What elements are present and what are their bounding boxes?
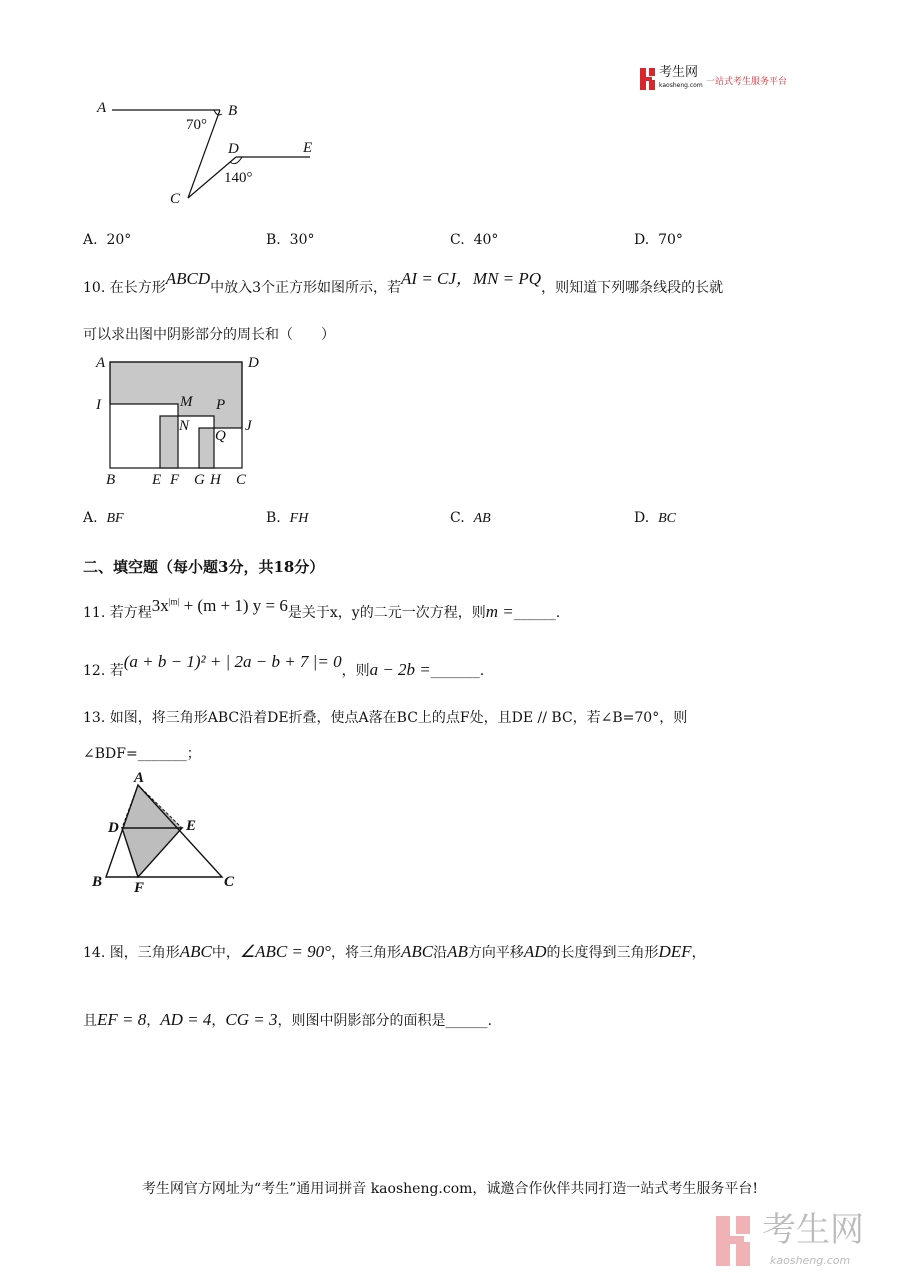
q10-figure: [90, 350, 270, 490]
figure-label: F: [170, 472, 180, 488]
q13-text-line2: ∠BDF=_______；: [83, 746, 201, 762]
figure-label: Q: [215, 428, 226, 444]
footer-text: 考生网官方网址为“考生”通用词拼音 kaosheng.com，诚邀合作伙伴共同打造一站式考生服务平台!: [141, 1181, 759, 1197]
figure-label: F: [134, 880, 145, 896]
figure-label: E: [152, 472, 162, 488]
watermark-logo: [716, 1216, 756, 1270]
logo-sub: kaosheng.com: [659, 82, 703, 89]
figure-label: P: [216, 397, 226, 413]
q10-text-line2: 可以求出图中阴影部分的周长和（ ）: [83, 327, 335, 343]
figure-label: M: [180, 394, 193, 410]
watermark-icon: [716, 1216, 756, 1266]
figure-label: H: [210, 472, 221, 488]
figure-label: A: [134, 770, 145, 786]
figure-label: D: [228, 141, 239, 157]
figure-label: E: [186, 818, 197, 834]
figure-label: 140°: [224, 170, 253, 186]
q9-option-c: C. 40°: [450, 232, 499, 248]
q10-option-d: D. BC: [634, 510, 676, 526]
q9-option-d: D. 70°: [634, 232, 683, 248]
figure-label: C: [224, 874, 235, 890]
q10-option-c: C. AB: [450, 510, 491, 526]
figure-label: G: [194, 472, 205, 488]
q10-option-b: B. FH: [266, 510, 309, 526]
figure-label: J: [245, 418, 252, 434]
header-slogan: 一站式考生服务平台: [706, 77, 788, 87]
figure-label: B: [228, 103, 238, 119]
figure-label: C: [170, 191, 181, 207]
q11-text: 11. 若方程$3x^{|m|} + (m + 1) y = 6$是关于x，y的二元一次方程，则m =______.: [83, 596, 561, 621]
q14-text: 14. 图，三角形ABC中，∠ABC = 90°，将三角形ABC沿AB方向平移AD的长度得到三角形DEF，: [83, 942, 706, 961]
figure-label: D: [248, 355, 259, 371]
figure-label: I: [96, 397, 101, 413]
figure-label: B: [106, 472, 116, 488]
q10-text: 10. 在长方形ABCD中放入3个正方形如图所示，若AI = CJ，MN = PQ，则知道下列哪条线段的长就: [83, 269, 724, 296]
header-logo: [640, 68, 656, 94]
q9-option-a: A. 20°: [83, 232, 132, 248]
q12-text: 12. 若(a + b − 1)² + | 2a − b + 7 |= 0，则a − 2b =_______.: [83, 652, 485, 679]
figure-label: B: [92, 874, 103, 890]
watermark-text: 考生网: [762, 1210, 864, 1250]
logo-icon: [640, 68, 656, 90]
section-title: 二、填空题（每小题3分，共18分）: [83, 558, 325, 576]
figure-label: A: [96, 355, 106, 371]
q9-option-b: B. 30°: [266, 232, 315, 248]
watermark-sub: kaosheng.com: [770, 1254, 851, 1267]
figure-label: A: [97, 100, 107, 116]
q14-text-line2: 且EF = 8，AD = 4，CG = 3，则图中阴影部分的面积是______.: [83, 1010, 492, 1029]
q13-text: 13. 如图，将三角形ABC沿着DE折叠，使点A落在BC上的点F处，且DE // BC，若∠B=70°，则: [83, 710, 688, 726]
figure-label: D: [108, 820, 119, 836]
figure-label: 70°: [186, 117, 207, 133]
figure-label: E: [303, 140, 313, 156]
q10-option-a: A. BF: [83, 510, 124, 526]
q13-figure: [88, 768, 248, 898]
figure-label: N: [179, 418, 190, 434]
q9-figure: [90, 95, 320, 215]
figure-label: C: [236, 472, 247, 488]
logo-text: 考生网: [659, 65, 699, 80]
